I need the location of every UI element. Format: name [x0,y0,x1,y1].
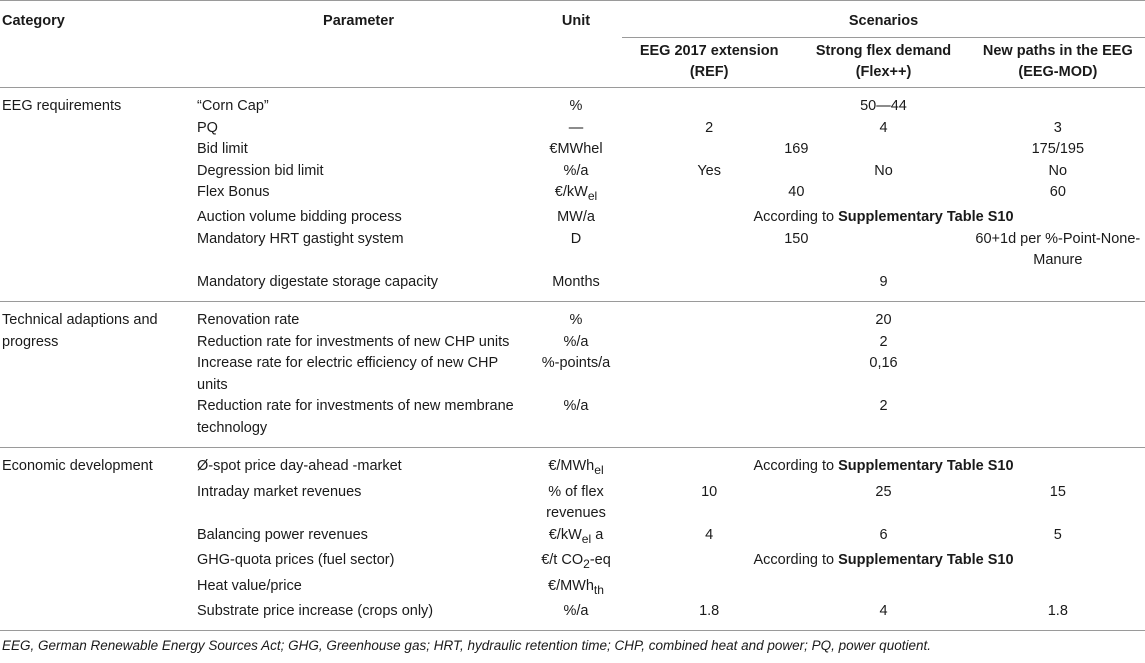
supplementary-table-reference: Supplementary Table S10 [838,458,1014,475]
value-all-scenarios: 9 [879,273,888,290]
table-row [0,550,1145,575]
parameter-cell: Ø-spot price day-ahead -market [197,458,402,475]
category-label: Technical adaptions and progress [2,312,158,350]
value-mod: 60+1d per %-Point-None-Manure [975,230,1141,269]
value-all-scenarios: 2 [879,333,888,350]
table-row [0,601,1145,631]
value-flex: 4 [879,602,888,619]
parameter-cell: Degression bid limit [197,162,324,179]
header-scenario-mod: New paths in the EEG (EEG-MOD) [971,38,1145,88]
unit-cell: %/a [563,333,589,350]
table-row [0,482,1145,525]
parameter-cell: Reduction rate for investments of new CHP units [197,333,510,350]
value-all-scenarios: 2 [879,398,888,415]
value-all-scenarios: According to Supplementary Table S10 [753,209,1014,226]
unit-cell: %/a [563,602,589,619]
value-mod: 1.8 [1047,602,1068,619]
parameter-cell: Balancing power revenues [197,526,368,543]
parameter-cell: Intraday market revenues [197,483,362,500]
unit-cell: %-points/a [541,355,611,372]
value-ref: 10 [701,483,718,500]
value-all-scenarios: According to Supplementary Table S10 [753,458,1014,475]
value-mod: No [1048,162,1068,179]
unit-cell: %/a [563,162,589,179]
table-row [0,272,1145,302]
supplementary-table-reference: Supplementary Table S10 [838,209,1014,226]
value-all-scenarios: According to Supplementary Table S10 [753,552,1014,569]
header-scenario-flex: Strong flex demand (Flex++) [796,38,970,88]
unit-cell: €/t $CO_2-eq$ [541,552,611,572]
supplementary-table-reference: Supplementary Table S10 [838,552,1014,569]
unit-cell: % of flex revenues [546,483,606,522]
value-ref: 4 [705,526,714,543]
section-technical-adaptions [0,302,1145,448]
value-ref: Yes [697,162,721,179]
value-ref: 2 [705,119,714,136]
unit-cell: %/a [563,398,589,415]
parameter-cell: “Corn Cap” [197,98,269,114]
parameter-cell: PQ [197,119,218,136]
value-ref-flex: 40 [788,184,805,200]
parameter-cell: Mandatory HRT gastight system [197,230,404,247]
value-mod: 15 [1049,483,1066,500]
parameter-cell: Auction volume bidding process [197,209,402,226]
table-row [0,448,1145,482]
table-row [0,302,1145,332]
table-row [0,229,1145,272]
unit-cell: €/MWh$_{th}$ [548,577,604,597]
unit-cell: $€/kW_{el}$ a [548,526,604,546]
unit-cell: Months [552,273,600,290]
unit-cell: D [570,230,582,247]
value-ref: 1.8 [699,602,720,619]
parameter-cell: GHG-quota prices (fuel sector) [197,552,395,569]
unit-cell: % [569,312,583,329]
parameter-cell: Heat value/price [197,577,302,594]
value-flex: No [874,162,893,179]
header-scenario-ref: EEG 2017 extension (REF) [622,38,796,88]
parameter-cell: Mandatory digestate storage capacity [197,273,438,290]
value-mod: 60 [1049,184,1066,200]
table-row [0,88,1145,118]
table-footnote: EEG, German Renewable Energy Sources Act; GHG, Greenhouse gas; HRT, hydraulic retention time; CHP, combined heat and power; PQ, power quotient. [2,638,931,654]
parameter-cell: Bid limit [197,141,248,157]
parameter-cell: Reduction rate for investments of new membrane technology [197,398,514,436]
value-ref-flex: 169 [784,141,809,157]
header-category: Category [2,13,65,29]
section-economic-development [0,448,1145,631]
unit-cell: % [569,98,583,114]
table-row [0,118,1145,140]
value-mod: 3 [1053,119,1062,136]
header-scenarios: Scenarios [848,13,919,29]
value-ref-flex: 150 [784,230,809,247]
value-all-scenarios: 20 [875,312,892,329]
unit-cell: MW/a [557,209,595,226]
category-label: Economic development [2,458,153,475]
unit-cell: €MWhel [549,141,603,157]
value-mod: 5 [1053,526,1062,543]
header-parameter: Parameter [323,13,394,29]
unit-cell: $€/kW_{el}$ [554,184,598,203]
header-unit: Unit [561,13,591,29]
table-row [0,139,1145,161]
unit-cell: €/MWh$_{el}$ [548,458,604,478]
unit-cell: — [568,119,584,136]
category-label: EEG requirements [2,98,122,114]
parameter-cell: Renovation rate [197,312,300,329]
section-eeg-requirements [0,88,1145,302]
table-row [0,576,1145,601]
value-all-scenarios: 0,16 [869,355,898,372]
value-flex: 4 [879,119,888,136]
table-row [0,182,1145,207]
parameter-cell: Substrate price increase (crops only) [197,602,434,619]
parameter-cell: Increase rate for electric efficiency of new CHP units [197,355,498,393]
table-row [0,161,1145,183]
value-all-scenarios: 50—44 [860,98,907,114]
value-mod: 175/195 [1031,141,1085,157]
parameter-cell: Flex Bonus [197,184,270,200]
table-row [0,207,1145,229]
value-flex: 25 [875,483,892,500]
table-row [0,525,1145,550]
value-flex: 6 [879,526,888,543]
